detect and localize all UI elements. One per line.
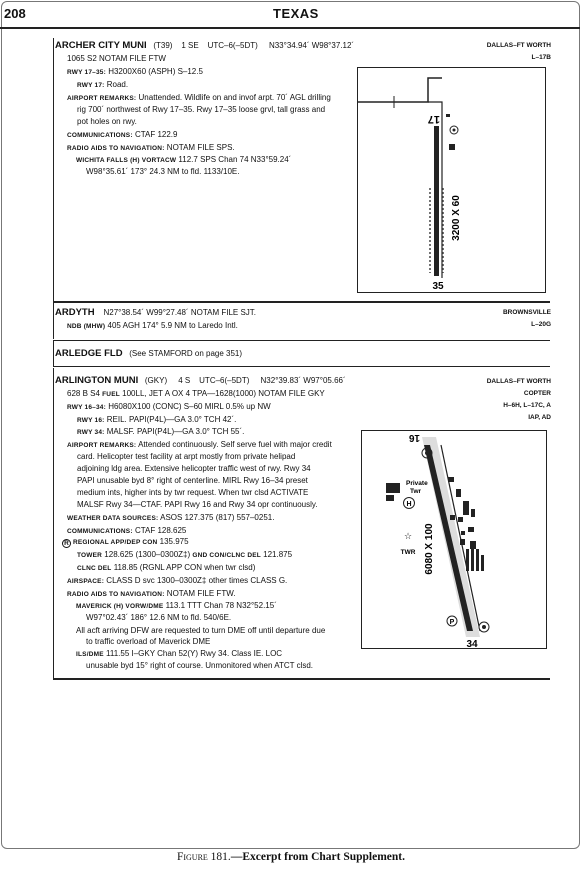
archer-diagram-svg: [358, 68, 547, 294]
arlington-ils-line2: unusable byd 15° right of course. Unmonitored when ATCT clsd.: [86, 661, 314, 670]
arlington-runway-dimensions: 6080 X 100: [424, 523, 435, 575]
parking-icon: [447, 616, 457, 626]
arlington-utc: UTC–6(–5DT): [199, 376, 250, 385]
ardyth-chart: L–20G: [531, 321, 551, 328]
archer-radio-line: RADIO AIDS TO NAVIGATION: NOTAM FILE SPS.: [67, 143, 235, 152]
svg-text:P: P: [449, 619, 455, 626]
arlington-ils-line: ILS/DME 111.55 I–GKY Chan 52(Y) Rwy 34. Class IE. LOC: [76, 649, 283, 658]
arlington-rwy34-label: 34: [466, 639, 478, 650]
archer-remarks-line1: AIRPORT REMARKS: Unattended. Wildlife on and invof arpt. 70´ AGL drilling: [67, 93, 331, 102]
arlington-note-line2: to traffic overload of Maverick DME: [86, 637, 211, 646]
arlington-comm-line: COMMUNICATIONS: CTAF 128.625: [67, 526, 187, 535]
ardyth-header-line: [55, 308, 256, 318]
arlington-remarks-line4: PAPI unusable byd 8° right of centerline. MIRL Rwy 16–34 preset: [77, 476, 308, 485]
archer-rwy17-label: 17: [427, 113, 440, 125]
tower-label: TWR: [400, 549, 416, 556]
archer-name: ARCHER CITY MUNI: [55, 40, 147, 51]
archer-distance: 1 SE: [181, 41, 199, 50]
arlington-chart2: IAP, AD: [528, 414, 551, 421]
archer-remarks-line3: pot holes on rwy.: [77, 117, 137, 126]
archer-airport-diagram: [357, 67, 546, 293]
figure-number: Figure 181.: [176, 851, 231, 863]
regional-symbol-icon: R: [62, 539, 71, 548]
wind-indicator-icon: [450, 126, 458, 134]
arlington-chart1: H–6H, L–17C, A: [503, 402, 551, 409]
arlington-vor-line: MAVERICK (H) VORW/DME 113.1 TTT Chan 78 N32°52.15´: [76, 601, 277, 610]
arlington-rwy16-label: 16: [408, 432, 420, 443]
archer-rwy35-label: 35: [432, 281, 444, 292]
arlington-airport-diagram: [361, 430, 547, 649]
arlington-note-line1: All acft arriving DFW are requested to turn DME off until departure due: [76, 626, 326, 635]
arlington-distance: 4 S: [178, 376, 191, 385]
arlington-coords: N32°39.83´ W97°05.66´: [260, 376, 346, 385]
tower-star-icon: ☆: [403, 532, 413, 542]
arlington-diagram-svg: [362, 431, 548, 650]
arlington-name: ARLINGTON MUNI: [55, 375, 139, 386]
arlington-rwy34-line: RWY 34: MALSF. PAPI(P4L)—GA 3.0° TCH 55´.: [77, 427, 245, 436]
archer-vertical-rule: [53, 38, 54, 302]
ardyth-bottom-rule: [53, 340, 550, 341]
figure-title: —Excerpt from Chart Supplement.: [230, 851, 406, 863]
arlington-ident: (GKY): [144, 376, 168, 385]
archer-region: DALLAS–FT WORTH: [486, 42, 551, 49]
header-rule: [0, 27, 580, 29]
archer-remarks-line2: rig 700´ northwest of Rwy 17–35. Rwy 17–35 loose grvl, tall grass and: [77, 105, 326, 114]
ardyth-ndb-line: NDB (MHW) 405 AGH 174° 5.9 NM to Laredo Intl.: [67, 321, 238, 330]
heliport-icon: [404, 498, 415, 509]
private-label: Private: [406, 480, 428, 487]
building-icon-small: [446, 114, 450, 117]
arlington-rwy-line: RWY 16–34: H6080X100 (CONC) S–60 MIRL 0.5% up NW: [67, 402, 271, 411]
archer-vor-line: WICHITA FALLS (H) VORTACW 112.7 SPS Chan 74 N33°59.24´: [76, 155, 292, 164]
ardyth-region: BROWNSVILLE: [502, 309, 551, 316]
arlington-vertical-rule: [53, 368, 54, 678]
archer-chart: L–17B: [531, 54, 551, 61]
hangars: [466, 549, 484, 571]
page-state-title: TEXAS: [273, 6, 319, 21]
arledge-bottom-rule: [53, 366, 550, 367]
arlington-tower-line: TOWER 128.625 (1300–0300Z‡) GND CON/CLNC DEL 121.875: [77, 550, 293, 559]
fuel-icon: [479, 622, 489, 632]
archer-header-line: [55, 41, 354, 51]
arlington-line2: 628 B S4 FUEL 100LL, JET A OX 4 TPA—1628(1000) NOTAM FILE GKY: [67, 389, 325, 398]
ardyth-vertical-rule: [53, 303, 54, 339]
arlington-bottom-rule: [53, 678, 550, 680]
page-number: 208: [4, 6, 26, 21]
archer-bottom-rule: [53, 301, 550, 303]
archer-rwy-line: RWY 17–35: H3200X60 (ASPH) S–12.5: [67, 67, 203, 76]
arlington-airspace-line: AIRSPACE: CLASS D svc 1300–0300Z‡ other times CLASS G.: [67, 576, 288, 585]
arlington-remarks-line1: AIRPORT REMARKS: Attended continuously. Self serve fuel with major credit: [67, 440, 332, 449]
arlington-remarks-line2: card. Helicopter test facility at arpt mostly from private helipad: [77, 452, 296, 461]
svg-text:H: H: [406, 501, 412, 508]
arledge-line: [55, 349, 242, 359]
building-icon: [449, 144, 455, 150]
arlington-radio-line: RADIO AIDS TO NAVIGATION: NOTAM FILE FTW.: [67, 589, 236, 598]
arlington-region: DALLAS–FT WORTH: [486, 378, 551, 385]
ardyth-text: N27°38.54´ W99°27.48´ NOTAM FILE SJT.: [103, 308, 257, 317]
archer-runway-dimensions: 3200 X 60: [451, 195, 462, 241]
archer-coords: N33°34.94´ W98°37.12´: [268, 41, 355, 50]
road-line: [358, 78, 442, 102]
archer-comm-line: COMMUNICATIONS: CTAF 122.9: [67, 130, 178, 139]
arledge-text: (See STAMFORD on page 351): [129, 349, 243, 358]
arlington-remarks-line6: MALSF Rwy 34—CTAF. PAPI Rwy 16 and Rwy 34 opr continuously.: [77, 500, 318, 509]
arledge-vertical-rule: [53, 341, 54, 366]
archer-rwy17-line: RWY 17: Road.: [77, 80, 129, 89]
archer-line2: 1065 S2 NOTAM FILE FTW: [67, 54, 166, 63]
private-twr-label: Twr: [410, 488, 422, 495]
archer-ident: (T39): [153, 41, 173, 50]
arlington-vor-line2: W97°02.43´ 186° 12.6 NM to fld. 540/6E.: [86, 613, 232, 622]
arlington-remarks-line5: medium ints, higher ints by twr request. When twr clsd ACTIVATE: [77, 488, 309, 497]
arledge-name: ARLEDGE FLD: [55, 348, 123, 359]
figure-caption: [0, 851, 582, 863]
arlington-header-line: [55, 376, 346, 386]
arlington-clnc-line: CLNC DEL 118.85 (RGNL APP CON when twr clsd): [77, 563, 256, 572]
arlington-rwy16-line: RWY 16: REIL. PAPI(P4L)—GA 3.0° TCH 42´.: [77, 415, 237, 424]
archer-utc: UTC–6(–5DT): [207, 41, 258, 50]
ardyth-name: ARDYTH: [55, 307, 95, 318]
arlington-weather-line: WEATHER DATA SOURCES: ASOS 127.375 (817) 557–0251.: [67, 513, 275, 522]
archer-runway: [434, 126, 439, 276]
arlington-region2: COPTER: [523, 390, 551, 397]
arlington-regional-line: R REGIONAL APP/DEP CON 135.975: [62, 537, 189, 548]
archer-vor-line2: W98°35.61´ 173° 24.3 NM to fld. 1133/10E.: [86, 167, 240, 176]
arlington-remarks-line3: adjoining ldg area. Extensive helicopter traffic west of rwy. Rwy 34: [77, 464, 311, 473]
